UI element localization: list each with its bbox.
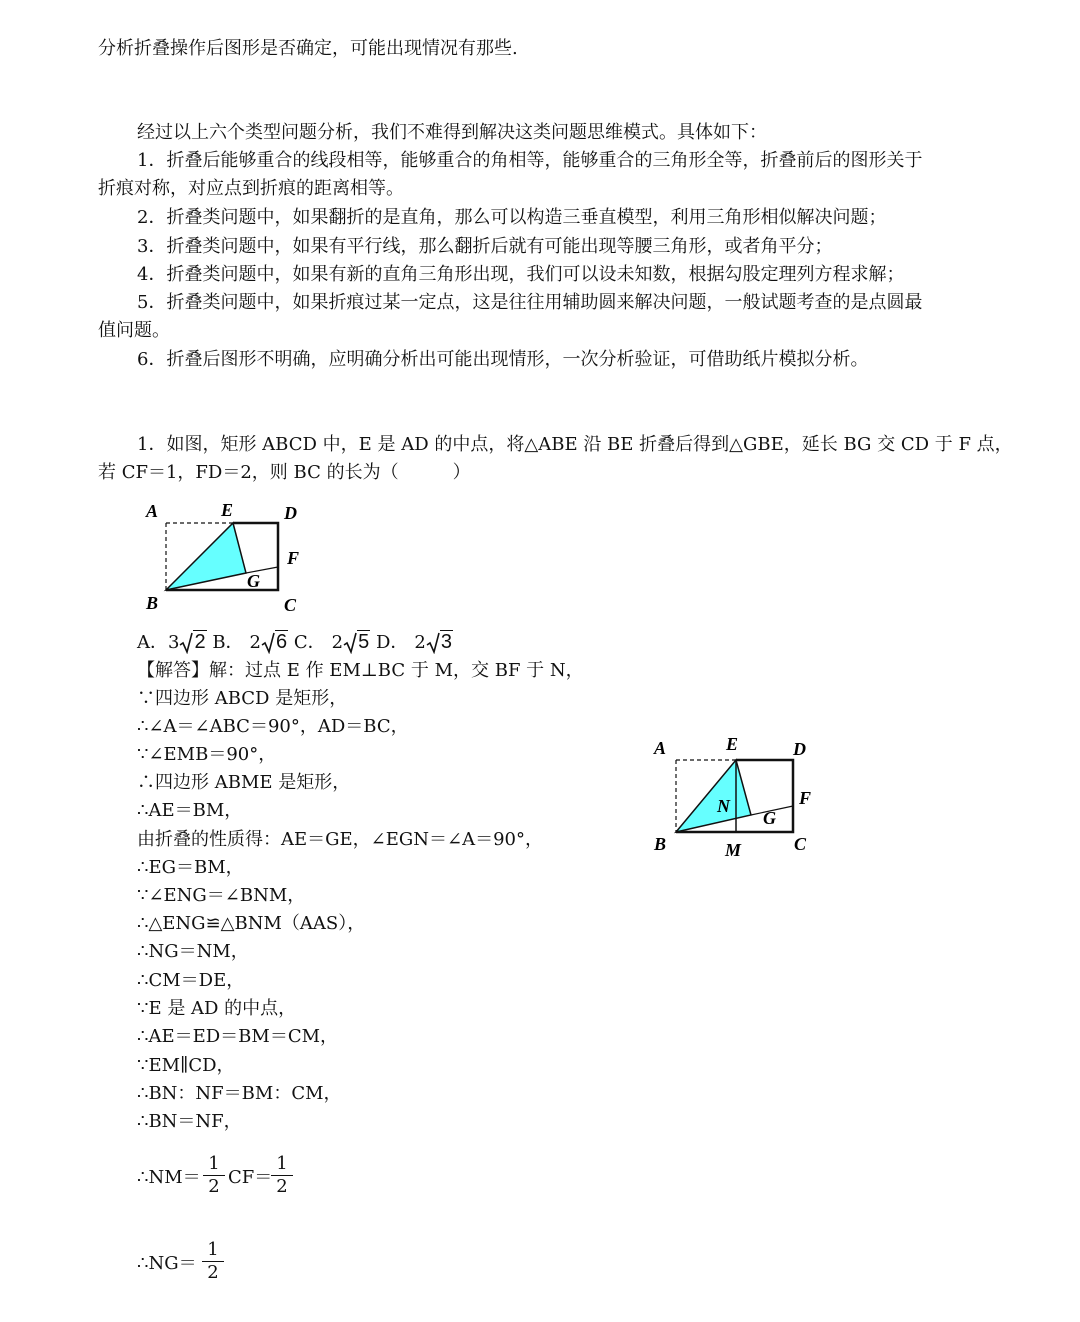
solution-step: ∵EM∥CD， <box>137 1055 235 1076</box>
label-E: E <box>726 734 739 754</box>
option-c-label: C． <box>293 632 326 653</box>
summary-point-1: 1．折叠后能够重合的线段相等，能够重合的角相等，能够重合的三角形全等，折叠前后的图形关于 <box>137 150 923 171</box>
label-M: M <box>725 840 742 860</box>
label-G: G <box>247 571 260 591</box>
label-C: C <box>794 834 807 854</box>
fraction-numerator: 1 <box>276 1153 288 1174</box>
solution-step: ∵∠EMB＝90°， <box>137 744 277 765</box>
radical-icon <box>179 632 193 654</box>
problem-line-1: 1．如图，矩形 ABCD 中，E 是 AD 的中点，将△ABE 沿 BE 折叠后得到△GBE，延长 BG 交 CD 于 F 点， <box>137 434 1013 455</box>
option-c-coef: 2 <box>331 632 344 653</box>
answer-options <box>137 631 453 654</box>
fraction-denominator: 2 <box>276 1176 288 1197</box>
solution-step: ∴四边形 ABME 是矩形， <box>137 772 351 793</box>
intro-text: 分析折叠操作后图形是否确定，可能出现情况有那些. <box>98 38 518 59</box>
option-d-label: D． <box>375 632 409 653</box>
label-A: A <box>146 501 159 521</box>
summary-point-4: 4．折叠类问题中，如果有新的直角三角形出现，我们可以设未知数，根据勾股定理列方程求解； <box>137 264 905 285</box>
label-B: B <box>146 593 159 613</box>
final-eq-cf: CF＝ <box>228 1167 273 1188</box>
summary-point-6: 6．折叠后图形不明确，应明确分析出可能出现情形，一次分析验证，可借助纸片模拟分析。 <box>137 349 869 370</box>
option-b-coef: 2 <box>249 632 261 653</box>
solution-step: ∵四边形 ABCD 是矩形， <box>137 688 348 709</box>
fraction-numerator: 1 <box>207 1239 219 1260</box>
label-F: F <box>799 788 812 808</box>
folded-triangle <box>676 760 751 832</box>
solution-step: ∵∠ENG＝∠BNM， <box>137 885 306 906</box>
label-C: C <box>284 595 297 615</box>
solution-step: ∴NG＝NM， <box>137 941 249 962</box>
fraction-numerator: 1 <box>208 1153 220 1174</box>
final-eq-nm-prefix: ∴NM＝ <box>137 1167 201 1188</box>
final-eq-ng-prefix: ∴NG＝ <box>137 1253 197 1274</box>
summary-point-1-cont: 折痕对称，对应点到折痕的距离相等。 <box>98 178 404 199</box>
option-a-coef: 3 <box>168 632 180 653</box>
option-b-label: B． <box>212 632 244 653</box>
fraction-denominator: 2 <box>208 1176 220 1197</box>
label-F: F <box>287 548 300 568</box>
radical-icon <box>261 632 275 654</box>
problem-figure <box>130 492 330 622</box>
fraction-half <box>203 1154 225 1197</box>
fraction-denominator: 2 <box>207 1262 219 1283</box>
option-a-radicand: 2 <box>194 631 206 653</box>
label-E: E <box>221 500 234 520</box>
option-d-radicand: 3 <box>440 631 452 653</box>
solution-step: ∴AE＝BM， <box>137 800 243 821</box>
label-A: A <box>654 738 667 758</box>
summary-point-5-cont: 值问题。 <box>98 320 170 341</box>
label-G: G <box>763 808 776 828</box>
summary-lead: 经过以上六个类型问题分析，我们不难得到解决这类问题思维模式。具体如下： <box>137 122 767 143</box>
radical-icon <box>343 632 357 654</box>
label-N: N <box>717 796 730 816</box>
solution-step: ∴△ENG≌△BNM（AAS）， <box>137 913 366 934</box>
solution-figure <box>640 728 840 863</box>
solution-step: ∴∠A＝∠ABC＝90°，AD＝BC， <box>137 716 409 737</box>
label-B: B <box>654 834 667 854</box>
solution-step: ∵E 是 AD 的中点， <box>137 998 297 1019</box>
problem-line-2: 若 CF＝1，FD＝2，则 BC 的长为（ ） <box>98 462 471 483</box>
solution-step: ∴BN＝NF， <box>137 1111 242 1132</box>
label-D: D <box>284 503 297 523</box>
option-d-coef: 2 <box>414 632 426 653</box>
fraction-half <box>202 1240 224 1283</box>
fraction-half <box>271 1154 293 1197</box>
solution-step: 【解答】解：过点 E 作 EM⊥BC 于 M，交 BF 于 N， <box>137 660 584 681</box>
label-D: D <box>793 739 806 759</box>
folded-triangle <box>166 523 246 590</box>
option-a-label: A． <box>137 632 168 653</box>
solution-step: ∴EG＝BM， <box>137 857 244 878</box>
option-b-radicand: 6 <box>276 631 288 653</box>
summary-point-5: 5．折叠类问题中，如果折痕过某一定点，这是往往用辅助圆来解决问题，一般试题考查的是点圆最 <box>137 292 923 313</box>
option-c-radicand: 5 <box>358 631 370 653</box>
solution-step: ∴AE＝ED＝BM＝CM， <box>137 1026 339 1047</box>
solution-step: 由折叠的性质得：AE＝GE，∠EGN＝∠A＝90°， <box>137 829 543 850</box>
summary-point-3: 3．折叠类问题中，如果有平行线，那么翻折后就有可能出现等腰三角形，或者角平分； <box>137 236 833 257</box>
summary-point-2: 2．折叠类问题中，如果翻折的是直角，那么可以构造三垂直模型，利用三角形相似解决问题； <box>137 207 887 228</box>
solution-step: ∴CM＝DE， <box>137 970 245 991</box>
radical-icon <box>426 632 440 654</box>
solution-step: ∴BN：NF＝BM：CM， <box>137 1083 342 1104</box>
